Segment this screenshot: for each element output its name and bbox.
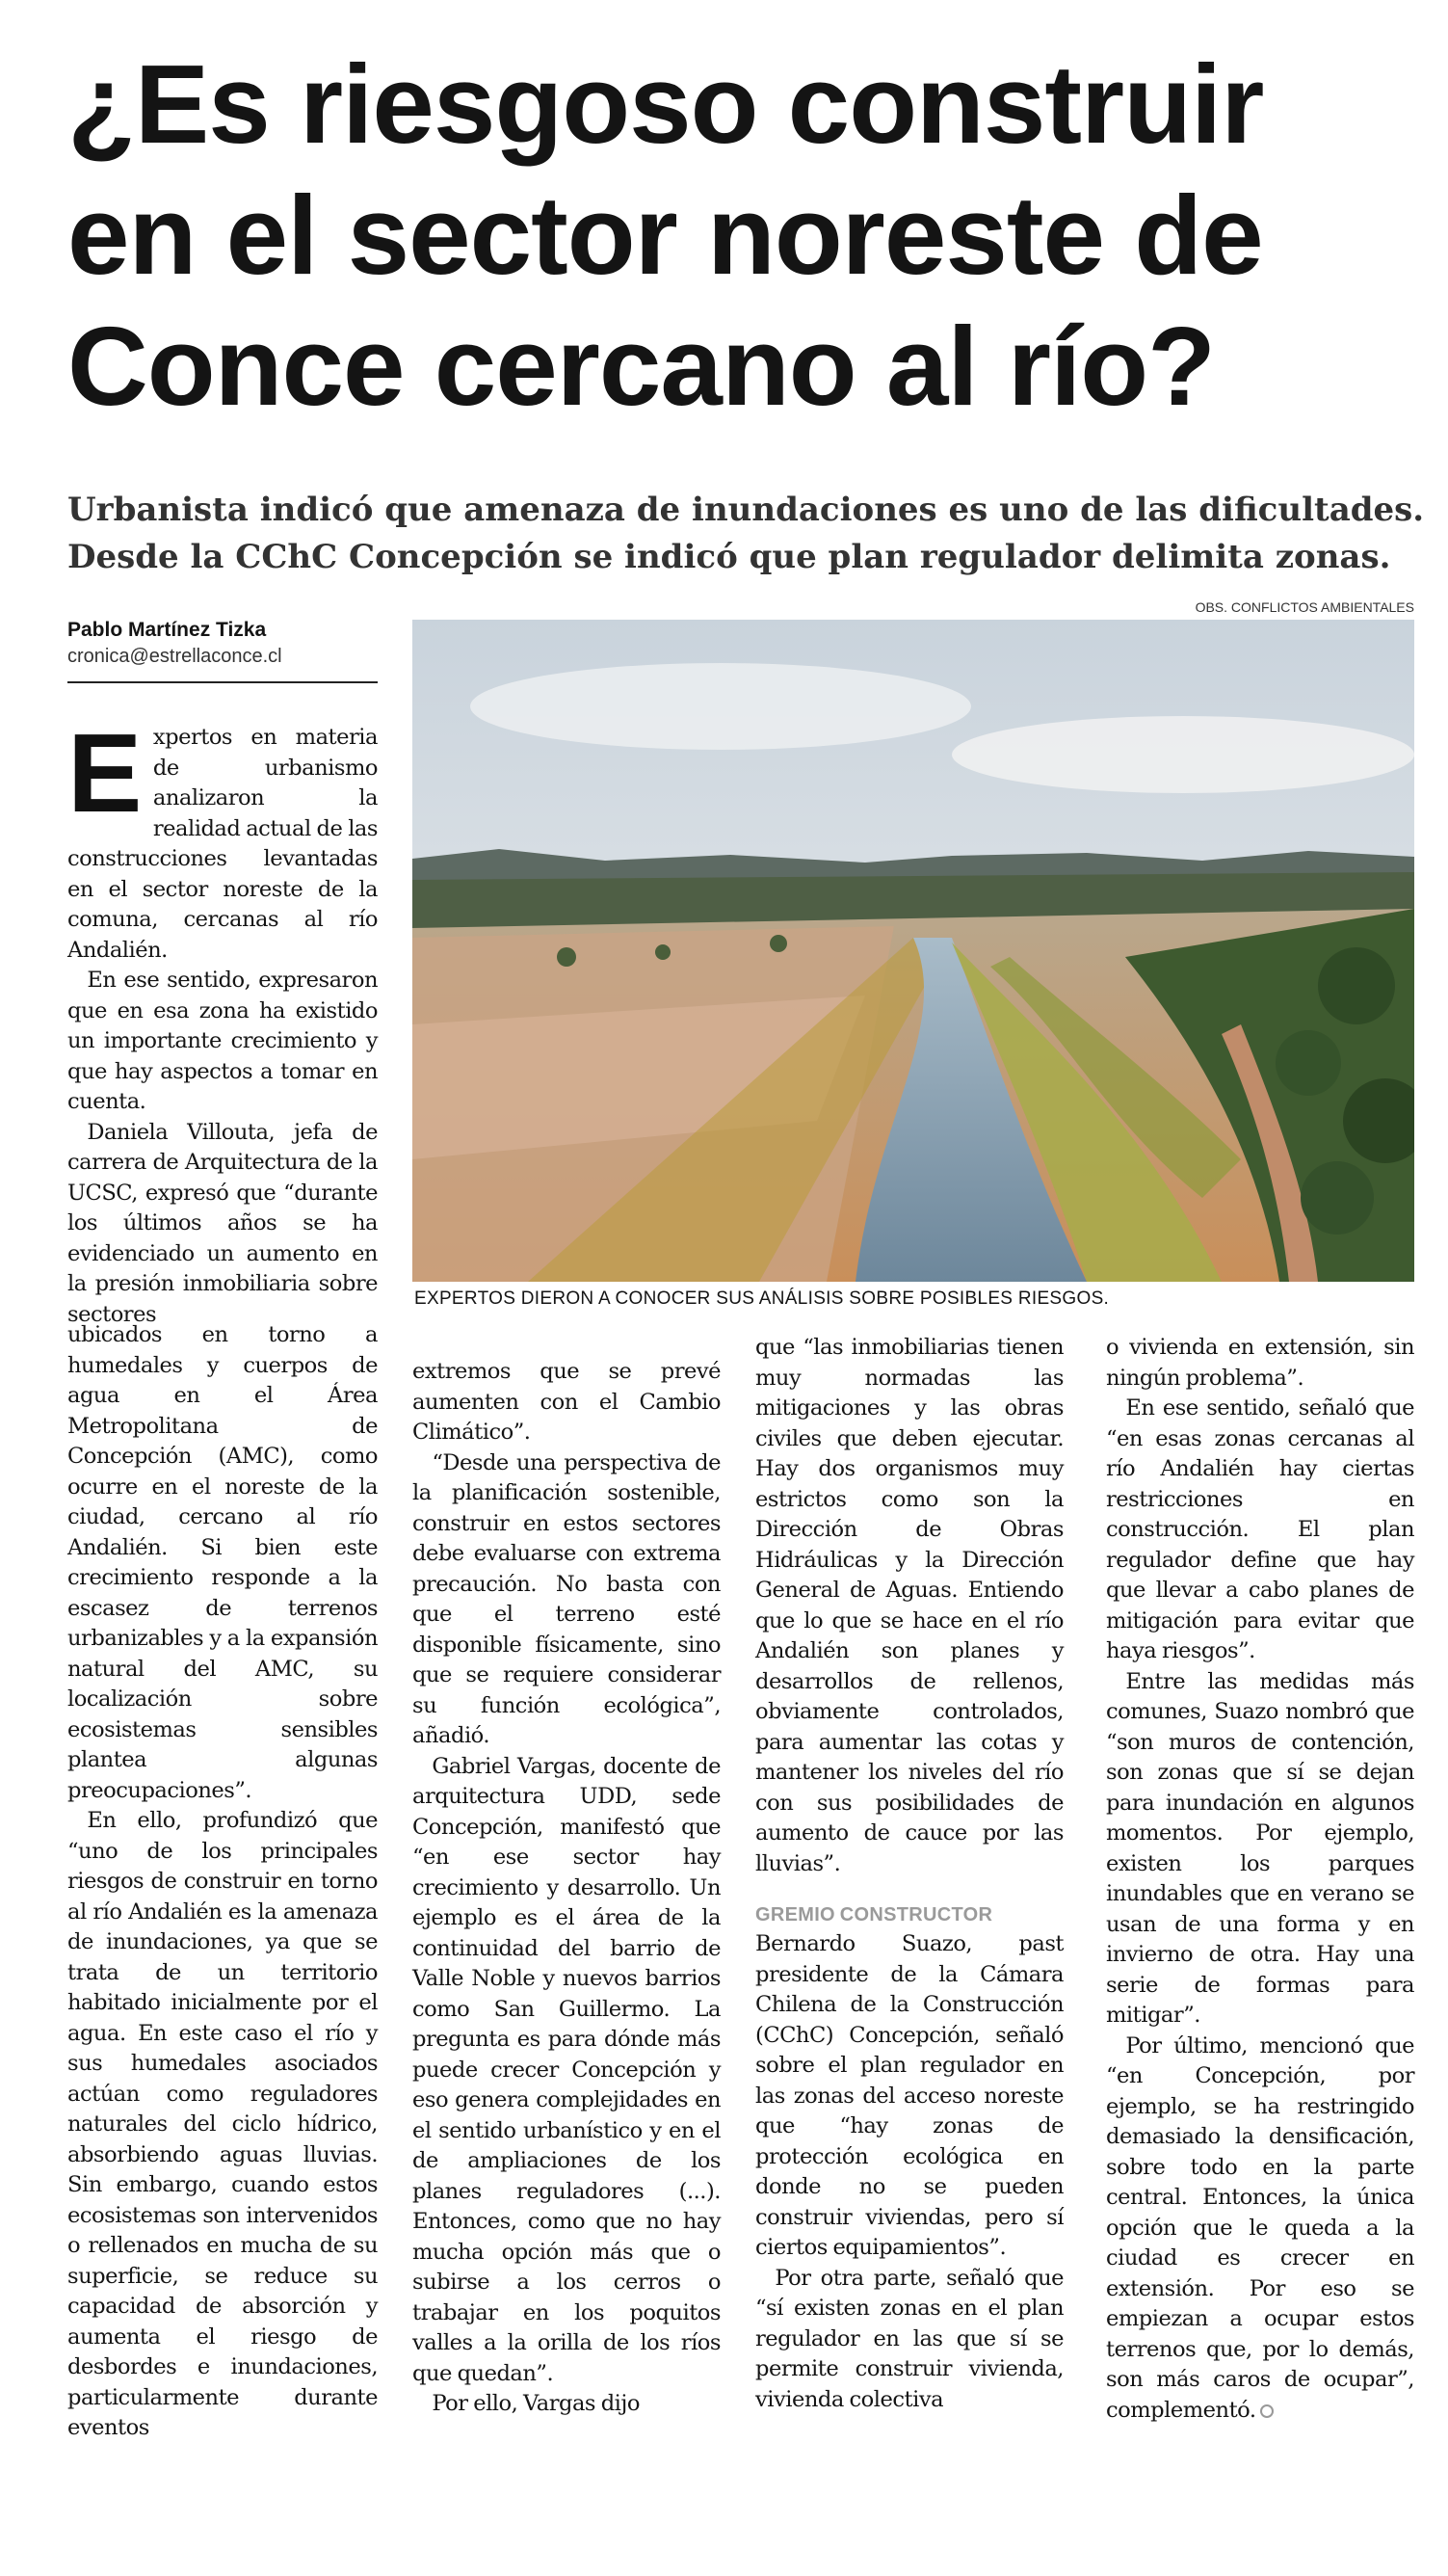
end-mark-icon bbox=[1260, 2404, 1274, 2418]
headline-line-1: ¿Es riesgoso construir bbox=[67, 41, 1264, 167]
paragraph: Entre las medidas más comunes, Suazo nombró que “son muros de contención, son zonas que sí se dejan para inundación en algunos momentos. Por ejemplo, existen los parques inundables que en verano se usan de una forma y en invierno de otra. Hay una serie de formas para mitigar”. bbox=[1106, 1668, 1414, 2028]
paragraph: Gabriel Vargas, docente de arquitectura UDD, sede Concepción, manifestó que “en ese sector hay crecimiento y desarrollo. Un ejemplo es el área de la continuidad del barrio de Valle Noble y nuevos barrios como San Guillermo. La pregunta es para dónde más puede crecer Concepción y eso genera complejidades en el sentido urbanístico y en el de ampliaciones de los planes reguladores (...). Entonces, como que no hay mucha opción más que o subirse a los cerros o trabajar en los poquitos valles a la orilla de los ríos que quedan”. bbox=[412, 1753, 721, 2386]
paragraph: Expertos en materia de urbanismo analizaron la realidad actual de las construcciones levantadas en el sector noreste de la comuna, cercanas al río Andalién. bbox=[67, 710, 378, 963]
column-3 bbox=[755, 1333, 1064, 2415]
paragraph: En ese sentido, expresaron que en esa zona ha existido un importante crecimiento y que hay aspectos a tomar en cuenta. bbox=[67, 968, 378, 1114]
paragraph: Por ello, Vargas dijo bbox=[432, 2391, 641, 2416]
paragraph: “Desde una perspectiva de la planificación sostenible, construir en estos sectores debe evaluarse con extrema precaución. No basta con que el terreno esté disponible físicamente, sino que se requiere considerar su función ecológica”, añadió. bbox=[412, 1449, 721, 1748]
section-subhead: GREMIO CONSTRUCTOR bbox=[755, 1904, 993, 1925]
deck-line-1: Urbanista indicó que amenaza de inundaciones es uno de las dificultades. bbox=[67, 491, 1425, 529]
column-4 bbox=[1106, 1333, 1414, 2426]
paragraph: Daniela Villouta, jefa de carrera de Arquitectura de la UCSC, expresó que “durante los últimos años se ha evidenciado un aumento en la presión inmobiliaria sobre sectores bbox=[67, 1119, 378, 1327]
photo-caption: EXPERTOS DIERON A CONOCER SUS ANÁLISIS SOBRE POSIBLES RIESGOS. bbox=[414, 1288, 1110, 1309]
photo-credit: OBS. CONFLICTOS AMBIENTALES bbox=[1195, 599, 1414, 615]
byline bbox=[67, 617, 376, 669]
paragraph: o vivienda en extensión, sin ningún problema”. bbox=[1106, 1335, 1414, 1391]
paragraph: Por otra parte, señaló que “sí existen zonas en el plan regulador en las que sí se permite construir vivienda, vivienda colectiva bbox=[755, 2265, 1064, 2412]
paragraph: ubicados en torno a humedales y cuerpos de agua en el Área Metropolitana de Concepción (AMC), como ocurre en el noreste de la ciudad, cercano al río Andalién. Si bien este crecimiento responde a la escasez de terrenos urbanizables y a la expansión natural del AMC, su localización sobre ecosistemas sensibles plantea algunas preocupaciones”. bbox=[67, 1322, 378, 1803]
deck-line-2: Desde la CChC Concepción se indicó que plan regulador delimita zonas. bbox=[67, 538, 1391, 576]
paragraph: que “las inmobiliarias tienen muy normadas las mitigaciones y las obras civiles que deben ejecutar. Hay dos organismos muy estrictos como son la Dirección de Obras Hidráulicas y la Dirección General de Aguas. Entiendo que lo que se hace en el río Andalién son planes y desarrollos de rellenos, obviamente controlados, para aumentar las cotas y mantener los niveles del río con sus posibilidades de aumento de cauce por las lluvias”. bbox=[755, 1335, 1064, 1876]
column-1-top bbox=[67, 710, 378, 1330]
byline-email: cronica@estrellaconce.cl bbox=[67, 646, 282, 667]
column-2 bbox=[412, 1357, 721, 2420]
headline-line-2: en el sector noreste de bbox=[67, 173, 1263, 298]
river-photo bbox=[412, 620, 1414, 1282]
byline-author: Pablo Martínez Tizka bbox=[67, 619, 267, 641]
paragraph: extremos que se prevé aumenten con el Cambio Climático”. bbox=[412, 1359, 721, 1445]
paragraph: Por último, mencionó que “en Concepción, por ejemplo, se ha restringido demasiado la densificación, sobre todo en la parte central. Entonces, la única opción que le queda a la ciudad es crecer en extensión. Por eso se empiezan a ocupar estos terrenos que, por lo demás, son más caros de ocupar”, complementó. bbox=[1106, 2032, 1414, 2423]
byline-divider bbox=[67, 681, 378, 683]
headline-line-3: Conce cercano al río? bbox=[67, 304, 1215, 429]
paragraph: En ello, profundizó que “uno de los principales riesgos de construir en torno al río Andalién es la amenaza de inundaciones, ya que se trata de un territorio habitado inicialmente por el agua. En este caso el río y sus humedales asociados actúan como reguladores naturales del ciclo hídrico, absorbiendo aguas lluvias. Sin embargo, cuando estos ecosistemas son intervenidos o rellenados en mucha de su superficie, se reduce su capacidad de absorción y aumenta el riesgo de desbordes e inundaciones, particularmente durante eventos bbox=[67, 1808, 378, 2440]
drop-cap: E bbox=[67, 710, 142, 836]
headline bbox=[67, 39, 1397, 432]
paragraph: Bernardo Suazo, past presidente de la Cámara Chilena de la Construcción (CChC) Concepción, señaló sobre el plan regulador en las zonas del acceso noreste que “hay zonas de protección ecológica en donde no se pueden construir viviendas, pero sí ciertos equipamientos”. bbox=[755, 1931, 1064, 2260]
paragraph: En ese sentido, señaló que “en esas zonas cercanas al río Andalién hay ciertas restricciones en construcción. El plan regulador define que hay que llevar a cabo planes de mitigación para evitar que haya riesgos”. bbox=[1106, 1395, 1414, 1663]
deck-subtitle bbox=[67, 487, 1425, 581]
column-1-bottom bbox=[67, 1320, 378, 2444]
